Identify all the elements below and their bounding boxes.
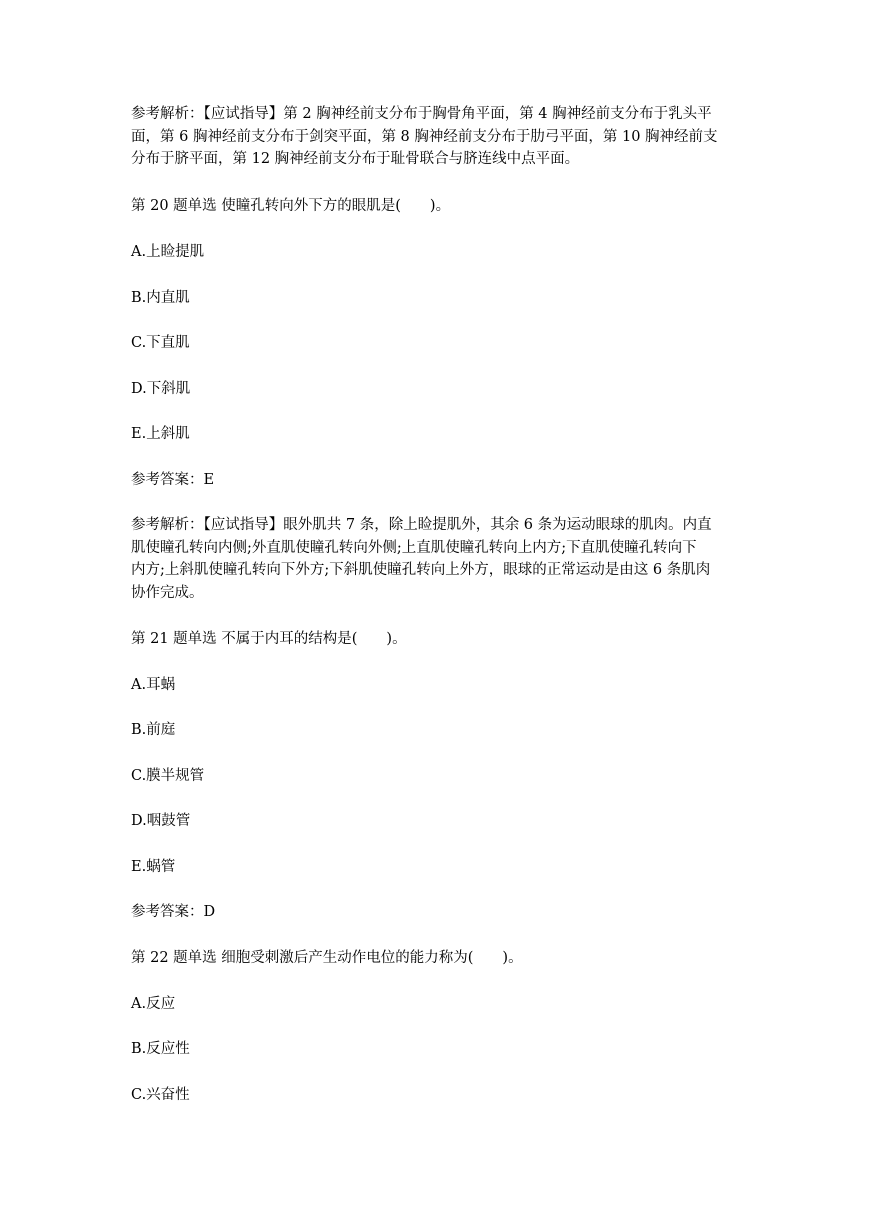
analysis-line: 内方;上斜肌使瞳孔转向下外方;下斜肌使瞳孔转向上外方，眼球的正常运动是由这 6 条肌肉 bbox=[131, 562, 711, 578]
analysis-line: 分布于脐平面，第 12 胸神经前支分布于耻骨联合与脐连线中点平面。 bbox=[131, 151, 580, 167]
question-21-option-b: B.前庭 bbox=[131, 722, 176, 738]
question-21-option-d: D.咽鼓管 bbox=[131, 813, 191, 829]
question-20-option-d: D.下斜肌 bbox=[131, 381, 191, 397]
question-21-answer: 参考答案：D bbox=[131, 904, 216, 920]
question-22-stem: 第 22 题单选 细胞受刺激后产生动作电位的能力称为( )。 bbox=[131, 950, 523, 966]
question-22-option-c: C.兴奋性 bbox=[131, 1087, 190, 1103]
question-20-analysis bbox=[131, 514, 741, 604]
question-20-option-a: A.上睑提肌 bbox=[131, 244, 205, 260]
question-21-stem: 第 21 题单选 不属于内耳的结构是( )。 bbox=[131, 631, 407, 647]
analysis-previous-question bbox=[131, 103, 741, 171]
question-21-option-a: A.耳蜗 bbox=[131, 677, 176, 693]
question-21-option-e: E.蜗管 bbox=[131, 859, 176, 875]
analysis-line: 参考解析：【应试指导】第 2 胸神经前支分布于胸骨角平面，第 4 胸神经前支分布于乳头平 bbox=[131, 106, 712, 122]
question-20-answer: 参考答案：E bbox=[131, 472, 215, 488]
question-20-option-c: C.下直肌 bbox=[131, 335, 190, 351]
question-20-stem: 第 20 题单选 使瞳孔转向外下方的眼肌是( )。 bbox=[131, 198, 451, 214]
analysis-line: 参考解析：【应试指导】眼外肌共 7 条，除上睑提肌外，其余 6 条为运动眼球的肌肉。内直 bbox=[131, 517, 712, 533]
question-20-option-e: E.上斜肌 bbox=[131, 426, 190, 442]
analysis-line: 肌使瞳孔转向内侧;外直肌使瞳孔转向外侧;上直肌使瞳孔转向上内方;下直肌使瞳孔转向下 bbox=[131, 539, 697, 556]
analysis-line: 面，第 6 胸神经前支分布于剑突平面，第 8 胸神经前支分布于肋弓平面，第 10 胸神经前支 bbox=[131, 128, 718, 145]
question-21-option-c: C.膜半规管 bbox=[131, 768, 205, 784]
analysis-line: 协作完成。 bbox=[131, 584, 204, 601]
question-20-option-b: B.内直肌 bbox=[131, 290, 190, 306]
question-22-option-a: A.反应 bbox=[131, 996, 176, 1012]
question-22-option-b: B.反应性 bbox=[131, 1041, 190, 1057]
